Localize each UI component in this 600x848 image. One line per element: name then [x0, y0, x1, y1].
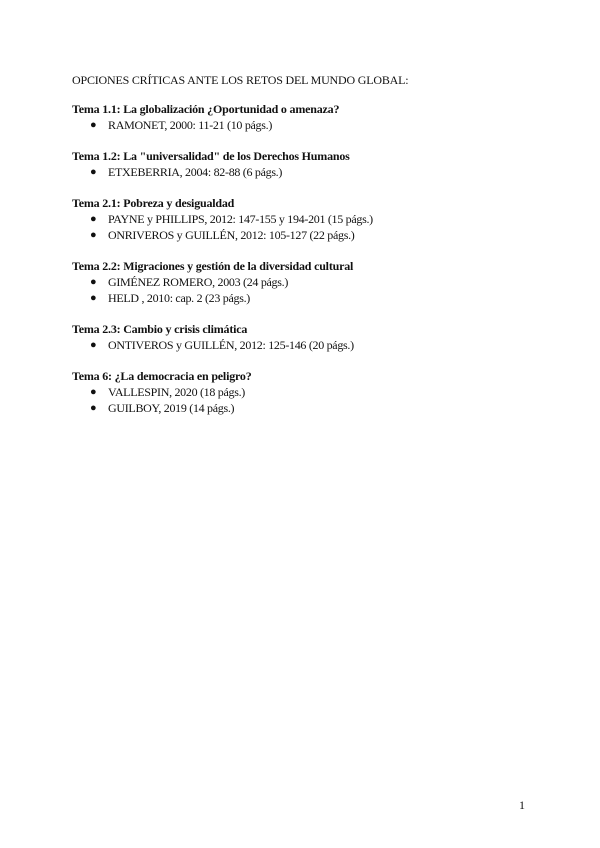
- reference-text: VALLESPIN, 2020 (18 págs.): [108, 385, 245, 399]
- reference-text: ETXEBERRIA, 2004: 82-88 (6 págs.): [108, 165, 283, 179]
- section-tema-2-3: [72, 321, 542, 353]
- document-page: [72, 72, 542, 431]
- reference-text: HELD , 2010: cap. 2 (23 págs.): [108, 291, 250, 305]
- reference-list: [72, 164, 542, 180]
- reference-text: PAYNE y PHILLIPS, 2012: 147-155 y 194-201 (15 págs.): [108, 212, 373, 226]
- reference-list: [72, 117, 542, 133]
- reference-item: [90, 400, 542, 416]
- bullet-icon: ●: [90, 292, 97, 304]
- reference-item: [90, 211, 542, 227]
- bullet-icon: ●: [90, 386, 97, 398]
- document-heading: OPCIONES CRÍTICAS ANTE LOS RETOS DEL MUNDO GLOBAL:: [72, 73, 409, 87]
- section-tema-2-2: [72, 258, 542, 306]
- bullet-icon: ●: [90, 276, 97, 288]
- bullet-icon: ●: [90, 402, 97, 414]
- section-title: Tema 2.3: Cambio y crisis climática: [72, 322, 248, 336]
- section-tema-2-1: [72, 195, 542, 243]
- reference-item: [90, 164, 542, 180]
- reference-text: ONTIVEROS y GUILLÉN, 2012: 125-146 (20 págs.): [108, 338, 354, 352]
- reference-item: [90, 227, 542, 243]
- section-tema-1-1: [72, 101, 542, 133]
- section-tema-6: [72, 368, 542, 416]
- bullet-icon: ●: [90, 119, 97, 131]
- reference-item: [90, 274, 542, 290]
- reference-list: [72, 337, 542, 353]
- reference-text: GUILBOY, 2019 (14 págs.): [108, 401, 235, 415]
- bullet-icon: ●: [90, 339, 97, 351]
- section-title: Tema 2.2: Migraciones y gestión de la diversidad cultural: [72, 259, 354, 273]
- reference-item: [90, 117, 542, 133]
- reference-list: [72, 211, 542, 243]
- bullet-icon: ●: [90, 213, 97, 225]
- section-title: Tema 6: ¿La democracia en peligro?: [72, 369, 252, 383]
- reference-list: [72, 274, 542, 306]
- reference-text: RAMONET, 2000: 11-21 (10 págs.): [108, 118, 273, 132]
- section-title: Tema 2.1: Pobreza y desigualdad: [72, 196, 235, 210]
- reference-text: GIMÉNEZ ROMERO, 2003 (24 págs.): [108, 275, 289, 289]
- reference-list: [72, 384, 542, 416]
- section-tema-1-2: [72, 148, 542, 180]
- section-title: Tema 1.1: La globalización ¿Oportunidad o amenaza?: [72, 102, 340, 116]
- page-number: 1: [519, 798, 525, 812]
- reference-item: [90, 337, 542, 353]
- section-title: Tema 1.2: La "universalidad" de los Derechos Humanos: [72, 149, 350, 163]
- bullet-icon: ●: [90, 166, 97, 178]
- reference-item: [90, 290, 542, 306]
- reference-item: [90, 384, 542, 400]
- reference-text: ONRIVEROS y GUILLÉN, 2012: 105-127 (22 págs.): [108, 228, 355, 242]
- bullet-icon: ●: [90, 229, 97, 241]
